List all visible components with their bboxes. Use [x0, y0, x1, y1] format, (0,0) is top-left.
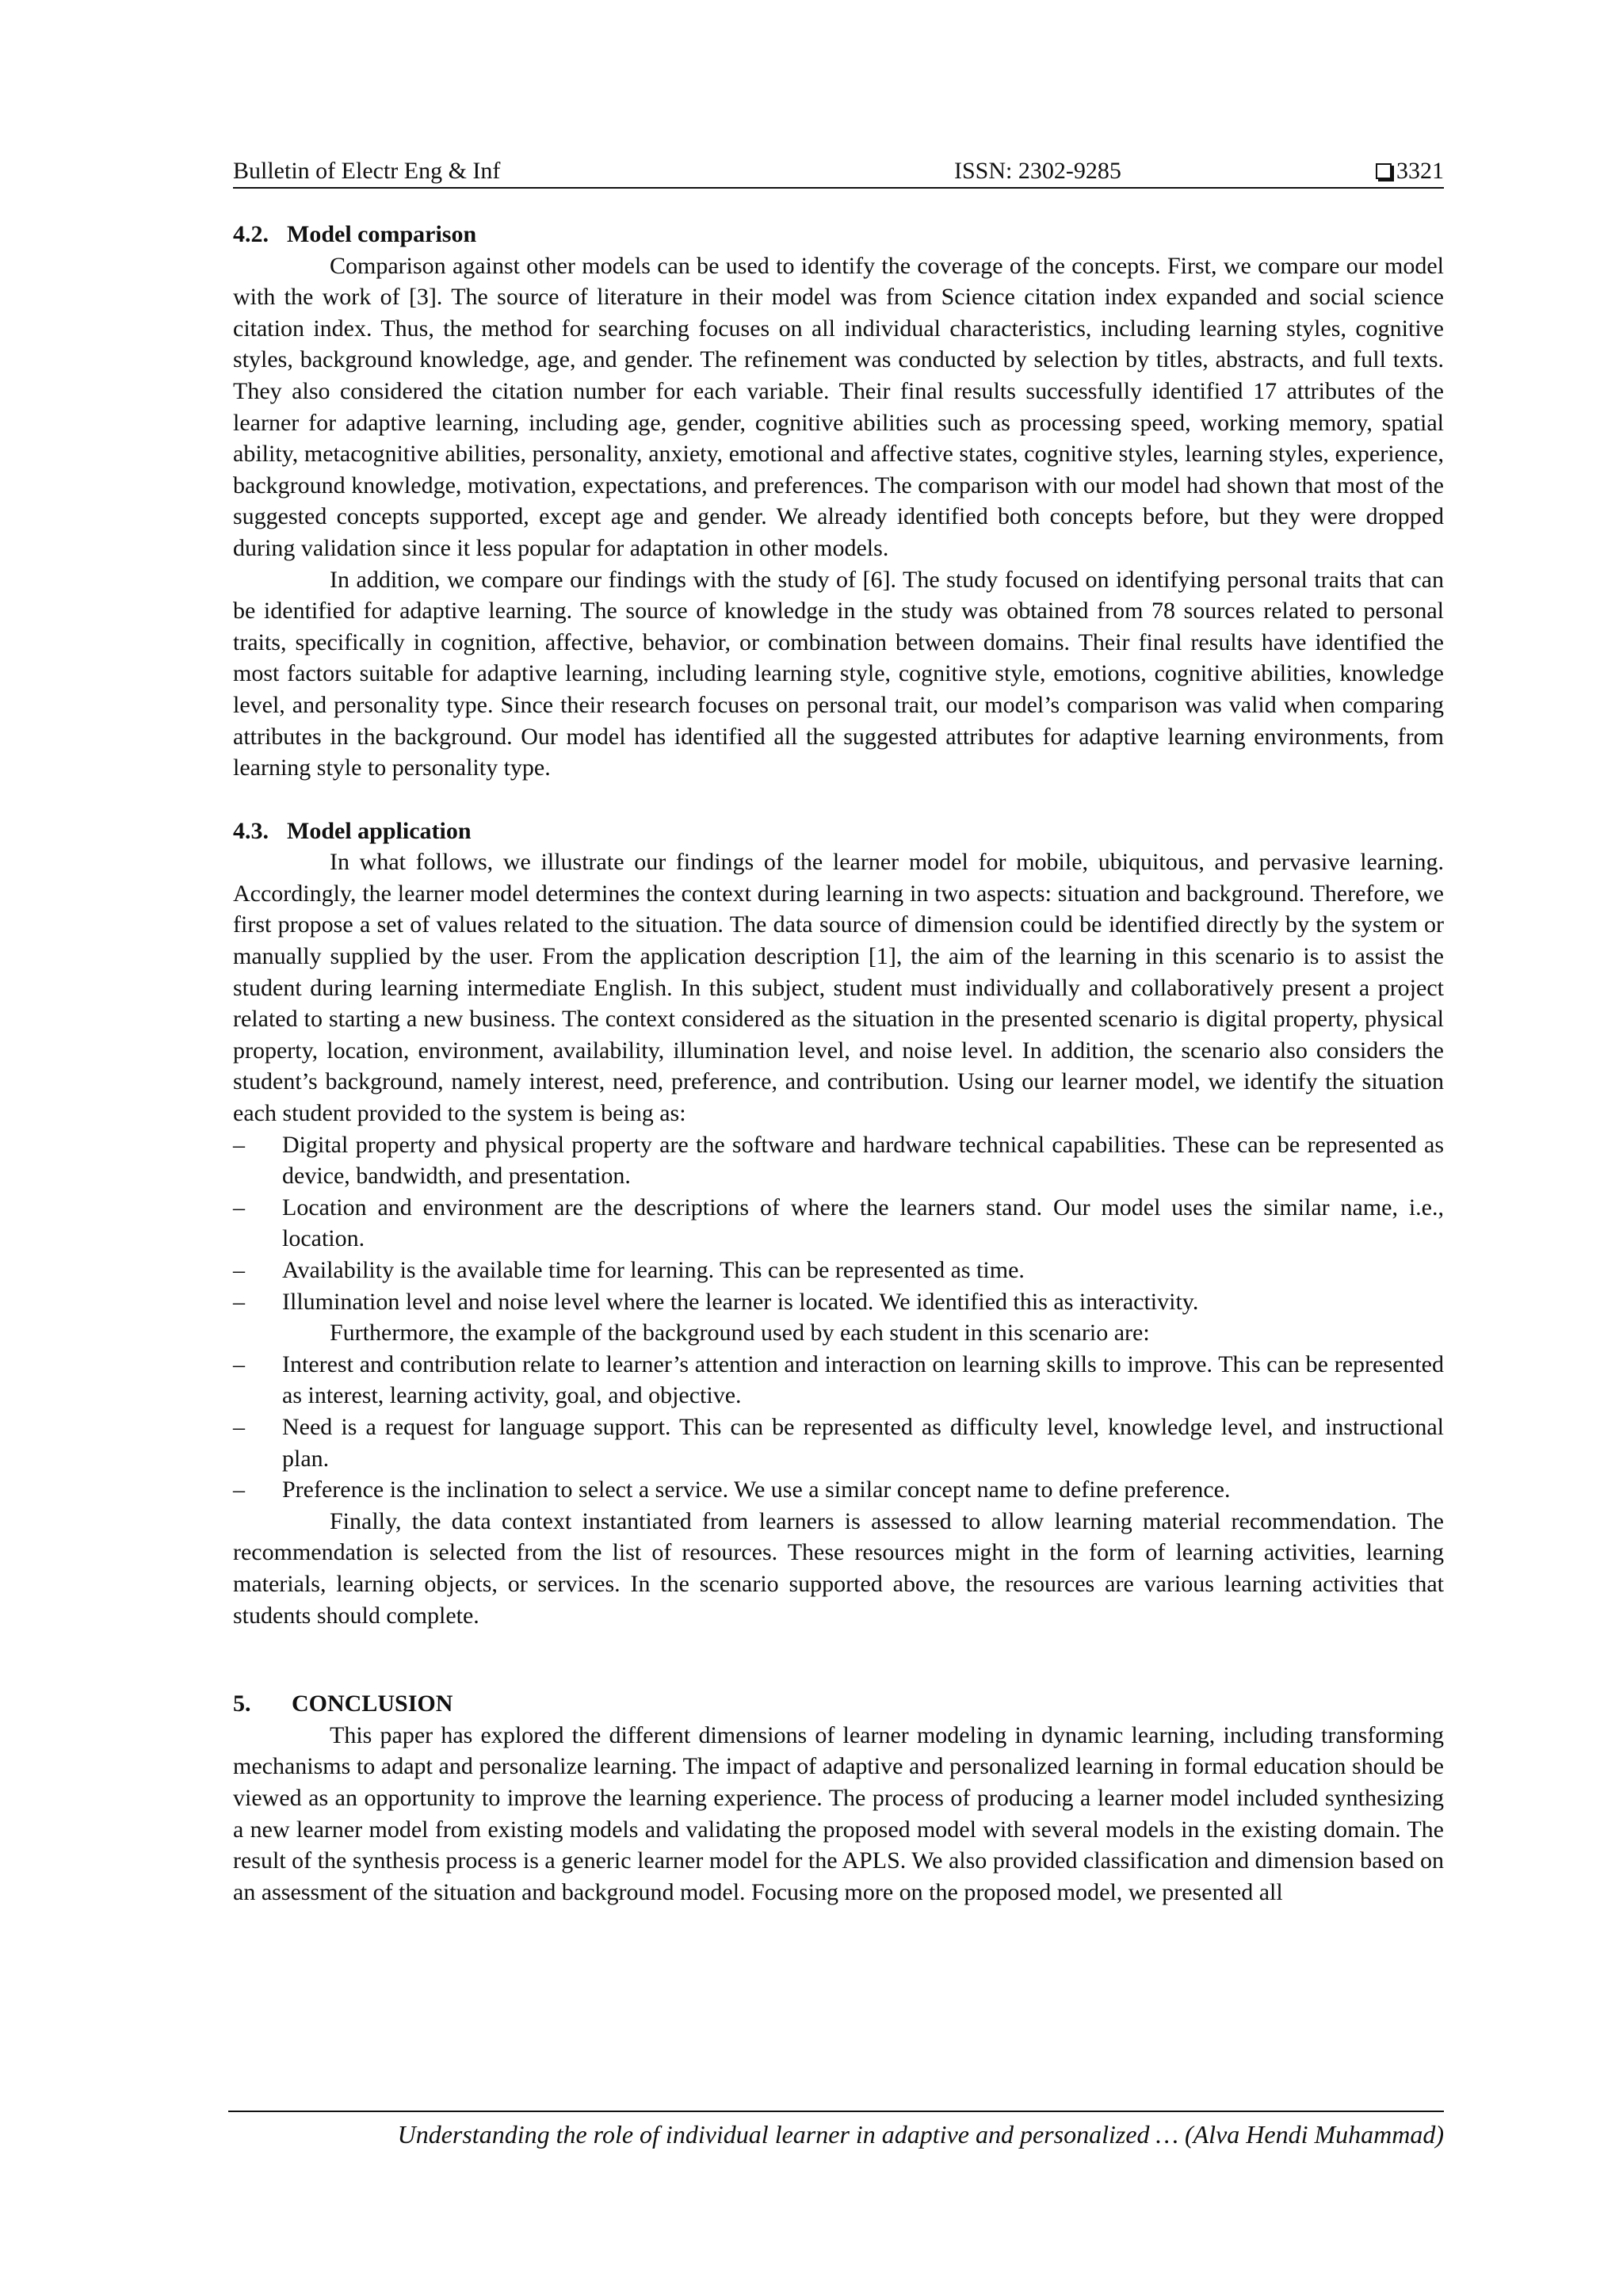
bullet-dash: – [233, 1413, 245, 1440]
list-item: – Location and environment are the descriptions of where the learners stand. Our model uses the similar name, i.e., location. [233, 1192, 1444, 1255]
section-number: 4.3. [233, 817, 269, 844]
paragraph: Comparison against other models can be used to identify the coverage of the concepts. First, we compare our model with the work of [3]. The source of literature in their model was from Science citation index expanded and social science citation index. Thus, the method for searching focuses on all individual characteristics, including learning styles, cognitive styles, background knowledge, age, and gender. The refinement was conducted by selection by titles, abstracts, and full texts. They also considered the citation number for each variable. Their final results successfully identified 17 attributes of the learner for adaptive learning, including age, gender, cognitive abilities such as processing speed, working memory, spatial ability, metacognitive abilities, personality, anxiety, emotional and affective states, cognitive styles, learning styles, experience, background knowledge, motivation, expectations, and preferences. The comparison with our model had shown that most of the suggested concepts supported, except age and gender. We already identified both concepts before, but they were dropped during validation since it less popular for adaptation in other models. [233, 252, 1444, 561]
article-body [233, 219, 1444, 1908]
issn: ISSN: 2302-9285 [954, 158, 1121, 184]
list-item: – Digital property and physical property are the software and hardware technical capabilities. These can be represented as device, bandwidth, and presentation. [233, 1129, 1444, 1192]
list-item: – Interest and contribution relate to learner’s attention and interaction on learning skills to improve. This can be represented as interest, learning activity, goal, and objective. [233, 1349, 1444, 1412]
section-number: 5. [233, 1690, 251, 1717]
section-heading-4-3 [233, 816, 1444, 847]
list-item: – Need is a request for language support. This can be represented as difficulty level, knowledge level, and instructional plan. [233, 1412, 1444, 1474]
page-number: 3321 [1396, 158, 1444, 184]
journal-name: Bulletin of Electr Eng & Inf [233, 158, 501, 184]
bullet-dash: – [233, 1131, 245, 1158]
section-title: Model application [287, 817, 472, 844]
section-title: CONCLUSION [292, 1690, 453, 1717]
running-footer [228, 2111, 1444, 2149]
paragraph: In addition, we compare our findings with the study of [6]. The study focused on identifying personal traits that can be identified for adaptive learning. The source of knowledge in the study was obtained from 78 sources related to personal traits, specifically in cognition, affective, behavior, or combination between domains. Their final results have identified the most factors suitable for adaptive learning, including learning style, cognitive style, emotions, cognitive abilities, knowledge level, and personality type. Since their research focuses on personal trait, our model’s comparison was valid when comparing attributes in the background. Our model has identified all the suggested attributes for adaptive learning environments, from learning style to personality type. [233, 566, 1444, 781]
bullet-dash: – [233, 1257, 245, 1283]
paragraph: Furthermore, the example of the background used by each student in this scenario are: [330, 1320, 1150, 1347]
bullet-dash: – [233, 1194, 245, 1221]
page-number-group [1376, 155, 1444, 187]
square-box-icon [1376, 163, 1392, 179]
section-heading-4-2 [233, 219, 1444, 250]
paragraph: In what follows, we illustrate our findings of the learner model for mobile, ubiquitous, and pervasive learning. Accordingly, the learner model determines the context during learning in two aspects: situation and background. Therefore, we first propose a set of values related to the situation. The data source of dimension could be identified directly by the system or manually supplied by the user. From the application description [1], the aim of the learning in this scenario is to assist the student during learning intermediate English. In this subject, student must individually and collaboratively present a project related to starting a new business. The context considered as the situation in the presented scenario is digital property, physical property, location, environment, availability, illumination level, and noise level. In addition, the scenario also considers the student’s background, namely interest, need, preference, and contribution. Using our learner model, we identify the situation each student provided to the system is being as: [233, 849, 1444, 1127]
section-heading-5 [233, 1688, 1444, 1720]
list-item: – Illumination level and noise level where the learner is located. We identified this as interactivity. [233, 1286, 1444, 1318]
list-item: – Availability is the available time for learning. This can be represented as time. [233, 1255, 1444, 1286]
bullet-dash: – [233, 1350, 245, 1377]
running-header [233, 155, 1444, 189]
bullet-dash: – [233, 1288, 245, 1315]
bullet-dash: – [233, 1477, 245, 1503]
section-number: 4.2. [233, 221, 269, 247]
paragraph: This paper has explored the different dimensions of learner modeling in dynamic learning, including transforming mechanisms to adapt and personalize learning. The impact of adaptive and personalized learning in formal education should be viewed as an opportunity to improve the learning experience. The process of producing a learner model included synthesizing a new learner model from existing models and validating the proposed model with several models in the existing domain. The result of the synthesis process is a generic learner model for the APLS. We also provided classification and dimension based on an assessment of the situation and background model. Focusing more on the proposed model, we presented all [233, 1721, 1444, 1905]
footer-text: Understanding the role of individual learner in adaptive and personalized … (Alva Hendi Muhammad) [397, 2120, 1444, 2149]
paragraph: Finally, the data context instantiated from learners is assessed to allow learning material recommendation. The recommendation is selected from the list of resources. These resources might in the form of learning activities, learning materials, learning objects, or services. In the scenario supported above, the resources are various learning activities that students should complete. [233, 1507, 1444, 1629]
section-title: Model comparison [287, 221, 477, 247]
list-item: – Preference is the inclination to select a service. We use a similar concept name to define preference. [233, 1474, 1444, 1506]
